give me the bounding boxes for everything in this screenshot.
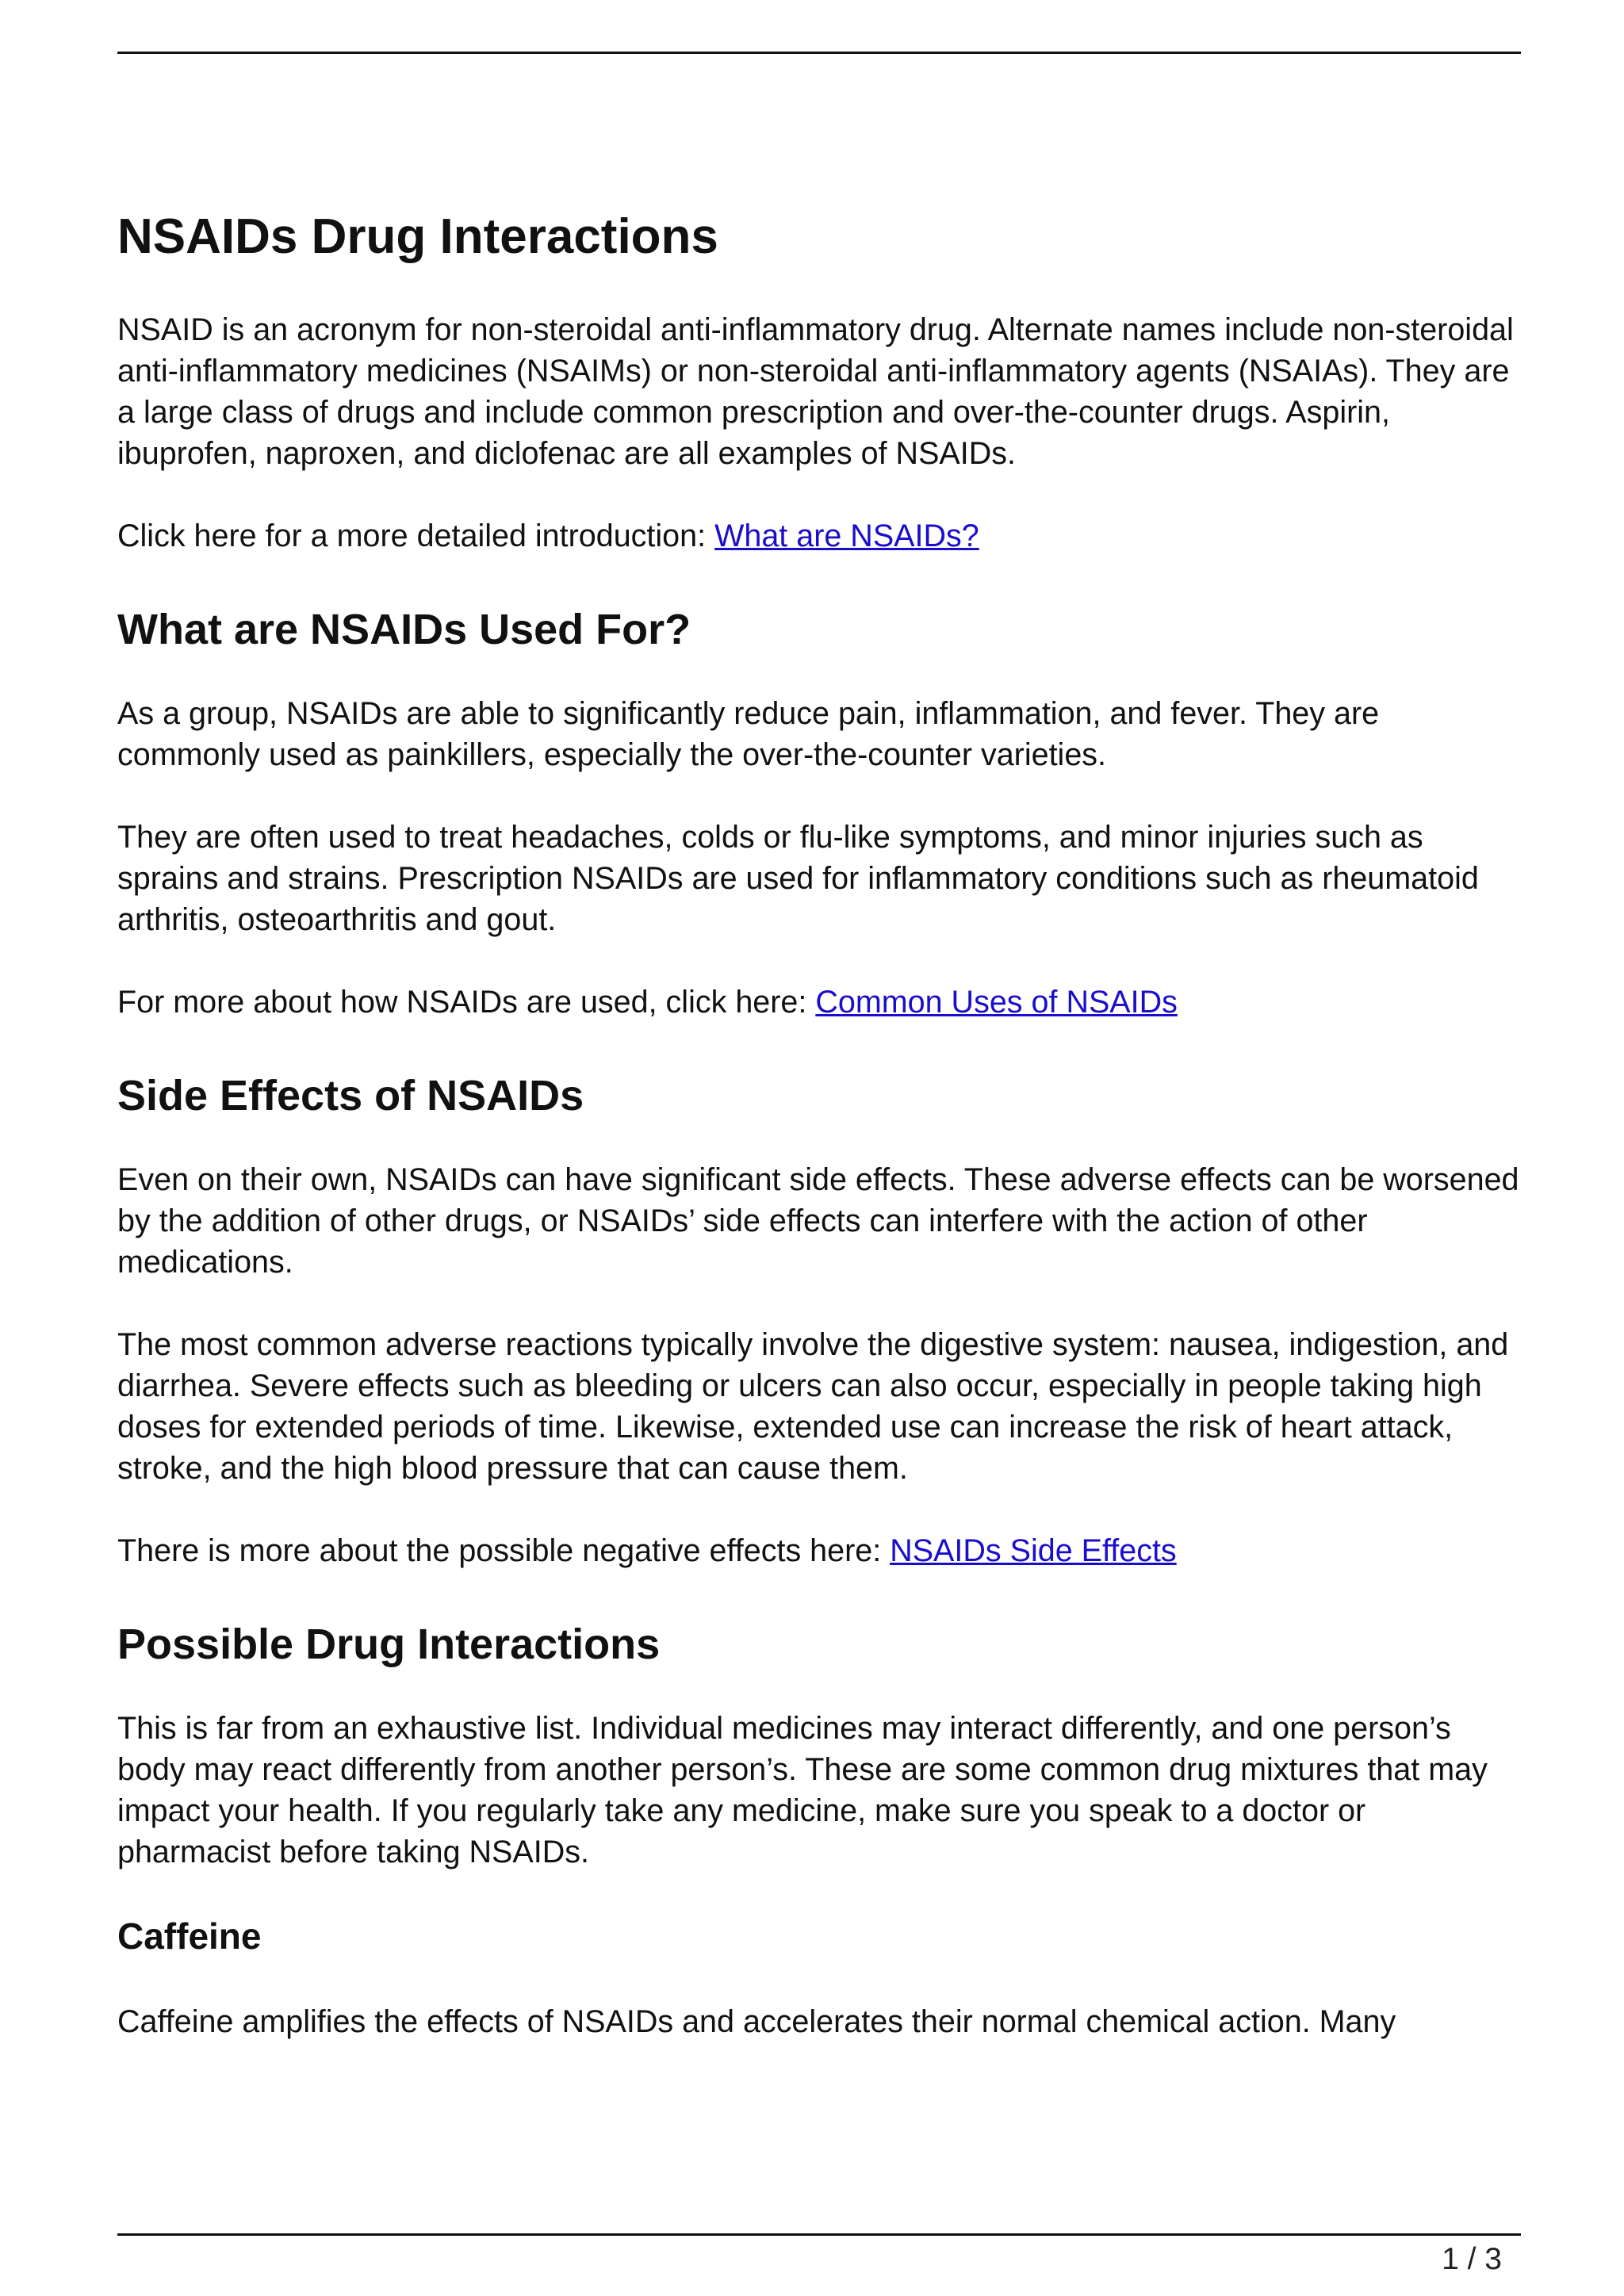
- side-effects-paragraph-2: The most common adverse reactions typically involve the digestive system: nausea, indigestion, and diarrhea. Severe effects such as bleeding or ulcers can also occur, especially in people taking high doses for extended periods of time. Likewise, extended use can increase the risk of heart attack, stroke, and the high blood pressure that can cause them.: [117, 1327, 1509, 1486]
- intro-link-line: [117, 515, 1525, 557]
- document-body: [117, 208, 1525, 2084]
- header-divider: [117, 52, 1521, 54]
- common-uses-link[interactable]: Common Uses of NSAIDs: [815, 985, 1178, 1020]
- side-effects-paragraph-1: Even on their own, NSAIDs can have significant side effects. These adverse effects can be worsened by the addition of other drugs, or NSAIDs’ side effects can interfere with the action of other medications.: [117, 1162, 1519, 1280]
- uses-heading: What are NSAIDs Used For?: [117, 606, 691, 653]
- side-effects-heading: Side Effects of NSAIDs: [117, 1072, 584, 1119]
- page-title: NSAIDs Drug Interactions: [117, 209, 718, 264]
- interactions-heading: Possible Drug Interactions: [117, 1621, 661, 1668]
- footer-divider: [117, 2233, 1521, 2236]
- interactions-paragraph: This is far from an exhaustive list. Individual medicines may interact differently, and one person’s body may react differently from another person’s. These are some common drug mixtures that may impact your health. If you regularly take any medicine, make sure you speak to a doctor or pharmacist before taking NSAIDs.: [117, 1711, 1488, 1869]
- page-number: 1 / 3: [1442, 2242, 1502, 2276]
- intro-link-prefix: Click here for a more detailed introduction:: [117, 519, 715, 553]
- side-effects-link-prefix: There is more about the possible negative effects here:: [117, 1533, 891, 1568]
- caffeine-paragraph: Caffeine amplifies the effects of NSAIDs and accelerates their normal chemical action. Many: [117, 2004, 1396, 2039]
- uses-paragraph-2: They are often used to treat headaches, colds or flu-like symptoms, and minor injuries such as sprains and strains. Prescription NSAIDs are used for inflammatory conditions such as rheumatoid arthritis, osteoarthritis and gout.: [117, 820, 1479, 937]
- what-are-nsaids-link[interactable]: What are NSAIDs?: [714, 519, 979, 553]
- intro-paragraph: NSAID is an acronym for non-steroidal anti-inflammatory drug. Alternate names include non-steroidal anti-inflammatory medicines (NSAIMs) or non-steroidal anti-inflammatory agents (NSAIAs). They are a large class of drugs and include common prescription and over-the-counter drugs. Aspirin, ibuprofen, naproxen, and diclofenac are all examples of NSAIDs.: [117, 312, 1514, 471]
- caffeine-heading: Caffeine: [117, 1915, 262, 1957]
- uses-link-prefix: For more about how NSAIDs are used, click here:: [117, 985, 816, 1020]
- uses-paragraph-1: As a group, NSAIDs are able to significantly reduce pain, inflammation, and fever. They are commonly used as painkillers, especially the over-the-counter varieties.: [117, 696, 1380, 772]
- side-effects-link[interactable]: NSAIDs Side Effects: [890, 1533, 1177, 1568]
- side-effects-link-line: [117, 1530, 1525, 1571]
- uses-link-line: [117, 982, 1525, 1023]
